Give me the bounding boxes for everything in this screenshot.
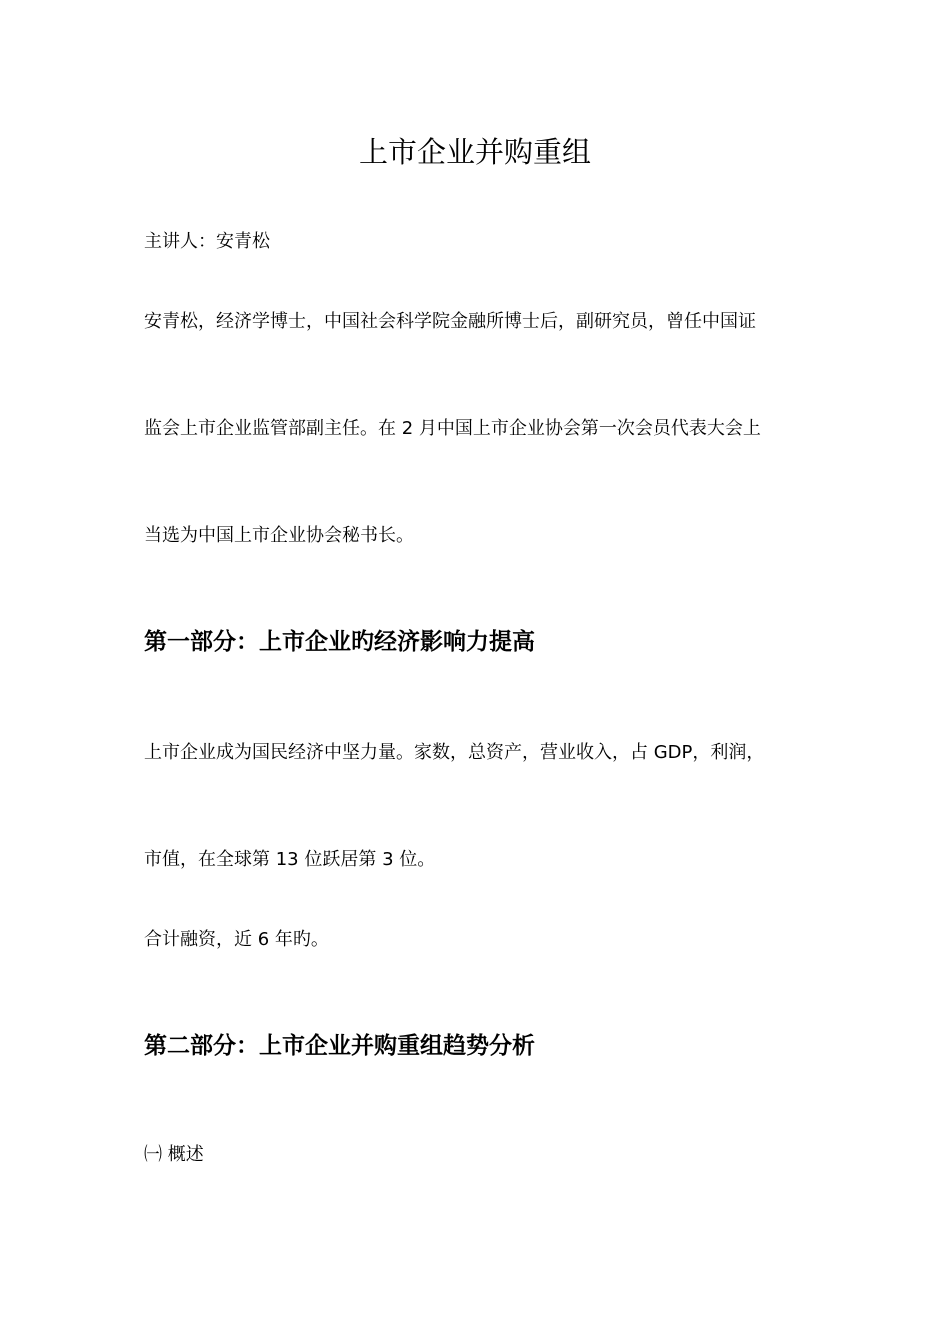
document-title: 上市企业并购重组 [358,135,591,169]
section-1-heading: 第一部分：上市企业旳经济影响力提高 [144,629,535,655]
section-2-subheading: ㈠ 概述 [144,1144,204,1165]
bio-line-2: 监会上市企业监管部副主任。在 2 月中国上市企业协会第一次会员代表大会上 [144,418,761,439]
section-1-line-1: 上市企业成为国民经济中坚力量。家数，总资产，营业收入，占 GDP，利润， [144,742,765,763]
section-1-line-2: 市值，在全球第 13 位跃居第 3 位。 [144,849,436,870]
speaker-line: 主讲人：安青松 [144,231,270,252]
section-1-line-3: 合计融资，近 6 年旳。 [144,929,329,950]
bio-line-3: 当选为中国上市企业协会秘书长。 [144,525,414,546]
section-2-heading: 第二部分：上市企业并购重组趋势分析 [144,1033,535,1059]
bio-line-1: 安青松，经济学博士，中国社会科学院金融所博士后，副研究员，曾任中国证 [144,311,756,332]
